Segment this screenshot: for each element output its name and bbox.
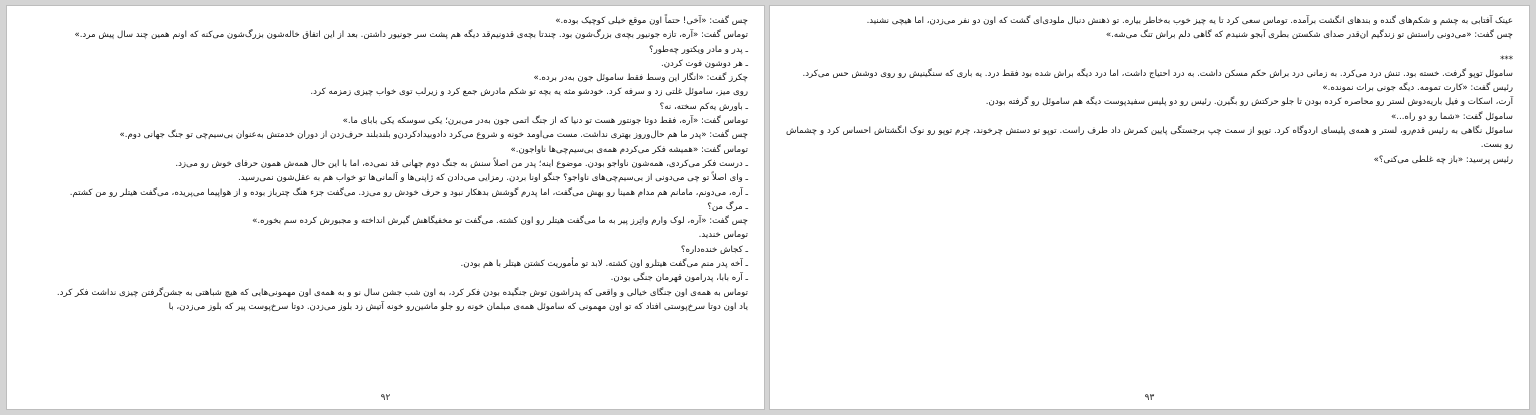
paragraph: توماس به همه‌ی اون جنگای خیالی و واقعی که پدراشون توش جنگیده بودن فکر کرد، به اون شب جشن سال نو و به همه‌ی اون مهمونی‌هایی که هیچ شباهتی به جشن‌گرفتن چیزی نداشت فکر کرد. xyxy=(56,287,748,298)
paragraph: یاد اون دوتا سرخ‌پوستی افتاد که تو اون مهمونی که ساموئل همه‌ی مبلمان خونه رو جلو ماشین‌رو خونه آتیش زد بلوز می‌زدن. دوتا سرخ‌پوست پیر که بلوز می‌زدن، با xyxy=(168,301,748,312)
right-page-body xyxy=(770,6,1529,167)
paragraph: ـ آره، می‌دونم، مامانم هم مدام همینا رو بهش می‌گفت، اما پدرم گوشش بدهکار نبود و حرف خودش رو می‌زد. می‌گفت جزء هنگ چترباز بوده و از هواپیما می‌پریده، می‌گفت هیتلر رو من کشتم. xyxy=(69,187,748,198)
paragraph: ـ درست فکر می‌کردی، همه‌شون ناواجو بودن. موضوع اینه؛ پدر من اصلاً سنش به جنگ دوم جهانی قد نمی‌ده، اما با این حال همه‌ش همون حرفای خوش رو می‌زد. xyxy=(175,158,748,169)
paragraph: رئیس پرسید: «باز چه غلطی می‌کنی؟» xyxy=(1373,154,1513,165)
paragraph: ـ کجاش خنده‌داره؟ xyxy=(680,244,748,255)
paragraph: چس گفت: «آره، لوک وارم واتِرز پیر به ما می‌گفت هیتلر رو اون کشته. می‌گفت تو مخفیگاهش گیرش انداخته و مجبورش کرده سم بخوره.» xyxy=(252,216,748,227)
paragraph: رئیس گفت: «کارت تمومه. دیگه جونی برات نمونده.» xyxy=(1322,83,1513,94)
right-page xyxy=(769,5,1530,410)
blank-line xyxy=(786,43,1513,53)
left-page-body xyxy=(7,6,764,314)
paragraph: چس گفت: «پدر ما هم حال‌وروز بهتری نداشت. مست می‌اومد خونه و شروع می‌کرد داد‌وبیدادکردن‌و بلندبلند حرف‌زدن از دوران خدمتش به‌عنوان بی‌سیم‌چی تو جنگ جهانی دوم.» xyxy=(119,130,748,141)
paragraph: آرت، اسکات و فیل باریه‌دوش لستر رو محاصره کرده بودن تا جلو حرکتش رو بگیرن. رئیس رو دو پلیس سفیدپوست دیگه هم ساموئل رو گرفته بودن. xyxy=(985,97,1513,108)
paragraph: چکرز گفت: «انگار این وسط فقط ساموئل جون به‌در برده.» xyxy=(533,73,748,84)
paragraph: چس گفت: «می‌دونی راستش تو زندگیم ان‌قدر صدای شکستن بطری آبجو شنیدم که گاهی دلم براش تنگ می‌شه.» xyxy=(1105,30,1513,41)
paragraph: روی میز، ساموئل غلتی زد و سرفه کرد. خودشو مثه یه بچه تو شکم مادرش جمع کرد و زیرلب توی خواب چیزی زمزمه کرد. xyxy=(310,87,748,98)
left-page xyxy=(6,5,765,410)
paragraph: عینک آفتابی به چشم و شکم‌های گنده و بندهای انگشت برآمده. توماس سعی کرد تا یه چیز خوب به‌خاطر بیاره. تو ذهنش دنبال ملودی‌ای گشت که اون دو نفر می‌زدن، اما هیچی نشنید. xyxy=(866,16,1513,26)
paragraph: ساموئل توپو گرفت. خسته بود. تنش درد می‌کرد. به زمانی درد براش حکم مسکن داشت. به درد احتیاج داشت، اما درد دیگه براش شده بود فقط درد. یه باری که سنگینیش رو روی دوشش حس می‌کرد. xyxy=(802,68,1513,79)
paragraph: ـ پدر و مادر ویکتور چه‌طور؟ xyxy=(649,44,748,55)
paragraph: توماس خندید. xyxy=(698,230,748,241)
paragraph: توماس گفت: «همیشه فکر می‌کردم همه‌ی بی‌سیم‌چی‌ها ناواجون.» xyxy=(510,144,748,155)
paragraph: ـ باورش یه‌کم سخته، نه؟ xyxy=(659,101,748,112)
paragraph: ساموئل گفت: «شما رو دو راه...» xyxy=(1390,111,1513,122)
paragraph: چس گفت: «آخی! حتماً اون موقع خیلی کوچیک بوده.» xyxy=(555,16,748,26)
page-number: ۹۲ xyxy=(380,393,391,403)
paragraph: ـ آره بابا، پدرامون قهرمان جنگی بودن. xyxy=(610,273,748,284)
paragraph: ـ مرگ من؟ xyxy=(707,201,748,212)
paragraph: ـ آخه پدر منم می‌گفت هیتلرو اون کشته. لابد تو مأموریت کشتن هیتلر با هم بودن. xyxy=(460,259,748,270)
paragraph: ساموئل نگاهی به رئیس قدم‌رو، لستر و همه‌ی پلیسای اردوگاه کرد. توپو از سمت چپ برجستگی پایین کمرش داد طرف راست. توپو تو دستش چرخوند، چرم توپو رو نوک انگشتاش احساس کرد و چشماش رو بست. xyxy=(786,126,1513,151)
paragraph: ـ وای اصلاً تو چی می‌دونی از بی‌سیم‌چی‌های ناواجو؟ جنگو اونا بردن. رمزایی می‌دادن که ژاپنی‌ها و آلمانی‌ها تو خواب هم به عقل‌شون نمی‌رسید. xyxy=(238,173,748,184)
paragraph: توماس گفت: «آره، فقط دوتا جونتور هست تو دنیا که از جنگ اتمی جون به‌در می‌برن؛ یکی سوسکه یکی بابای ما.» xyxy=(342,116,748,127)
section-separator: *** xyxy=(1500,54,1513,65)
paragraph: ـ هر دوشون فوت کردن. xyxy=(661,58,748,69)
paragraph: توماس گفت: «آره، تازه جونیور بچه‌ی بزرگ‌شون بود. چندتا بچه‌ی قدونیم‌قد دیگه هم پشت سر جونیور داشتن. بعد از این اتفاق خاله‌شون بزرگ‌شون می‌کنه که اونم همین چند سال پیش مرد.» xyxy=(74,30,748,41)
page-number: ۹۳ xyxy=(1144,393,1155,403)
